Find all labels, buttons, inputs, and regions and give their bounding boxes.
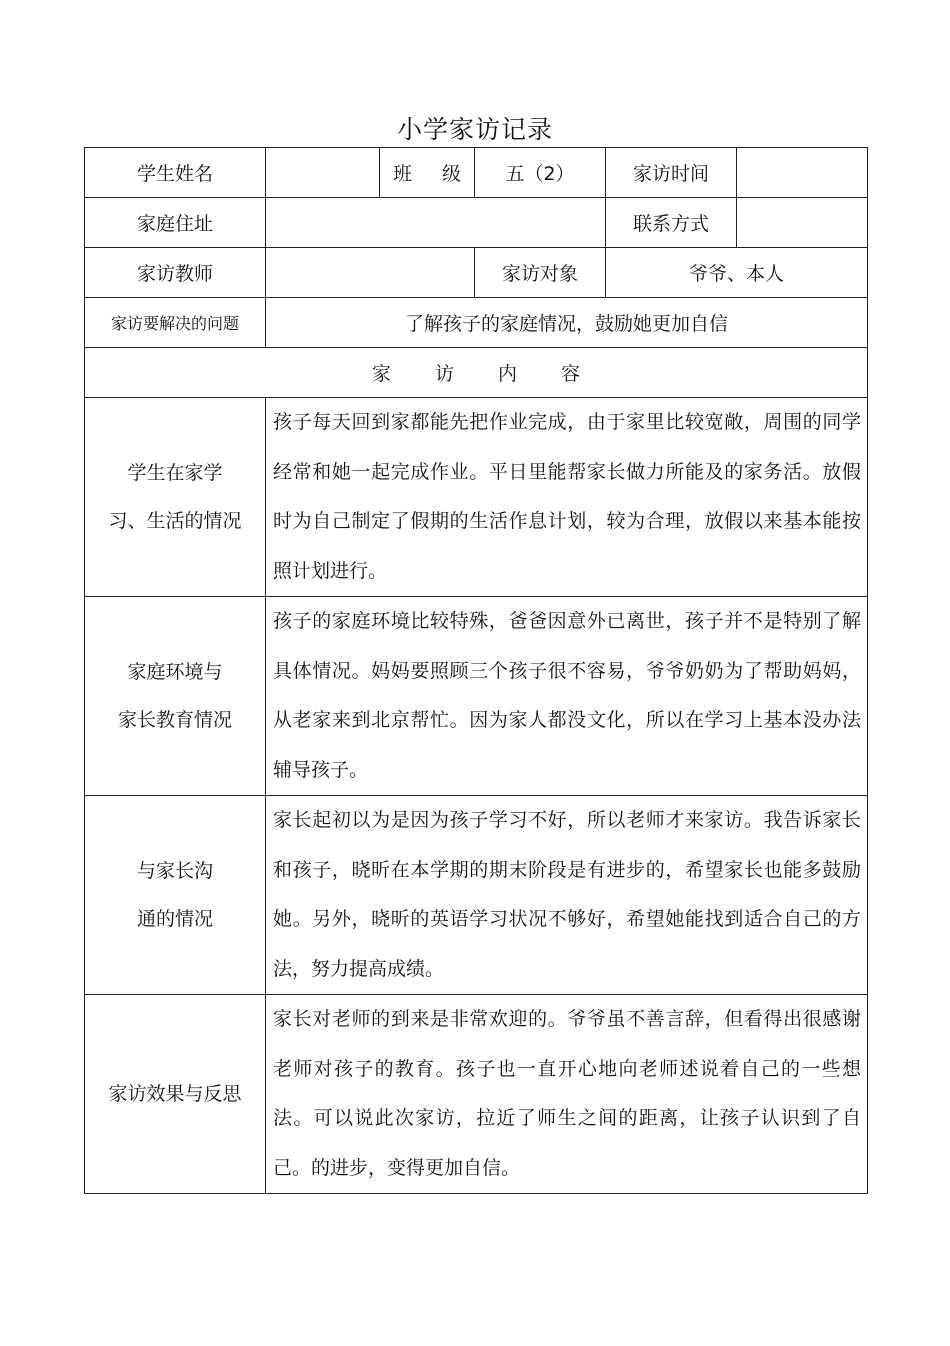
teacher-value[interactable] (266, 248, 475, 298)
section-heading: 家访内容 (85, 348, 868, 398)
family-environment-label-line2: 家长教育情况 (117, 709, 232, 731)
address-value[interactable] (266, 198, 606, 248)
page-title: 小学家访记录 (396, 115, 553, 144)
parent-communication-content[interactable]: 家长起初以为是因为孩子学习不好，所以老师才来家访。我告诉家长和孩子，晓昕在本学期的期末阶段是有进步的，希望家长也能多鼓励她。另外，晓昕的英语学习状况不够好，希望她能找到适合自己的方法，努力提高成绩。 (266, 796, 868, 995)
visit-target-value[interactable]: 爷爷、本人 (606, 248, 868, 298)
family-environment-label (85, 597, 266, 796)
study-life-label (85, 398, 266, 597)
class-value[interactable]: 五（2） (475, 148, 606, 198)
class-label: 班 级 (380, 148, 475, 198)
effect-reflection-label-line1: 家访效果与反思 (108, 1083, 242, 1105)
contact-label: 联系方式 (606, 198, 737, 248)
student-name-label: 学生姓名 (85, 148, 266, 198)
visit-time-label: 家访时间 (606, 148, 737, 198)
visit-time-value[interactable] (737, 148, 868, 198)
row-basic-info (85, 148, 868, 198)
parent-communication-label-line1: 与家长沟 (136, 860, 213, 882)
study-life-content[interactable]: 孩子每天回到家都能先把作业完成，由于家里比较宽敞，周围的同学经常和她一起完成作业。平日里能帮家长做力所能及的家务活。放假时为自己制定了假期的生活作息计划，较为合理，放假以来基本能按照计划进行。 (266, 398, 868, 597)
row-effect-reflection (85, 995, 868, 1194)
row-family-environment (85, 597, 868, 796)
issue-value[interactable]: 了解孩子的家庭情况，鼓励她更加自信 (266, 298, 868, 348)
family-environment-content[interactable]: 孩子的家庭环境比较特殊，爸爸因意外已离世，孩子并不是特别了解具体情况。妈妈要照顾三个孩子很不容易，爷爷奶奶为了帮助妈妈，从老家来到北京帮忙。因为家人都没文化，所以在学习上基本没办法辅导孩子。 (266, 597, 868, 796)
row-study-life (85, 398, 868, 597)
row-address (85, 198, 868, 248)
teacher-label: 家访教师 (85, 248, 266, 298)
row-issue (85, 298, 868, 348)
address-label: 家庭住址 (85, 198, 266, 248)
parent-communication-label (85, 796, 266, 995)
study-life-label-line1: 学生在家学 (127, 462, 223, 484)
row-parent-communication (85, 796, 868, 995)
study-life-label-line2: 习、生活的情况 (108, 510, 242, 532)
parent-communication-label-line2: 通的情况 (136, 908, 213, 930)
row-section-heading (85, 348, 868, 398)
home-visit-record-table (84, 147, 868, 1194)
contact-value[interactable] (737, 198, 868, 248)
visit-target-label: 家访对象 (475, 248, 606, 298)
family-environment-label-line1: 家庭环境与 (127, 661, 223, 683)
row-teacher (85, 248, 868, 298)
student-name-value[interactable] (266, 148, 380, 198)
effect-reflection-content[interactable]: 家长对老师的到来是非常欢迎的。爷爷虽不善言辞，但看得出很感谢老师对孩子的教育。孩子也一直开心地向老师述说着自己的一些想法。可以说此次家访，拉近了师生之间的距离，让孩子认识到了自己。的进步，变得更加自信。 (266, 995, 868, 1194)
effect-reflection-label (85, 995, 266, 1194)
issue-label: 家访要解决的问题 (85, 298, 266, 348)
